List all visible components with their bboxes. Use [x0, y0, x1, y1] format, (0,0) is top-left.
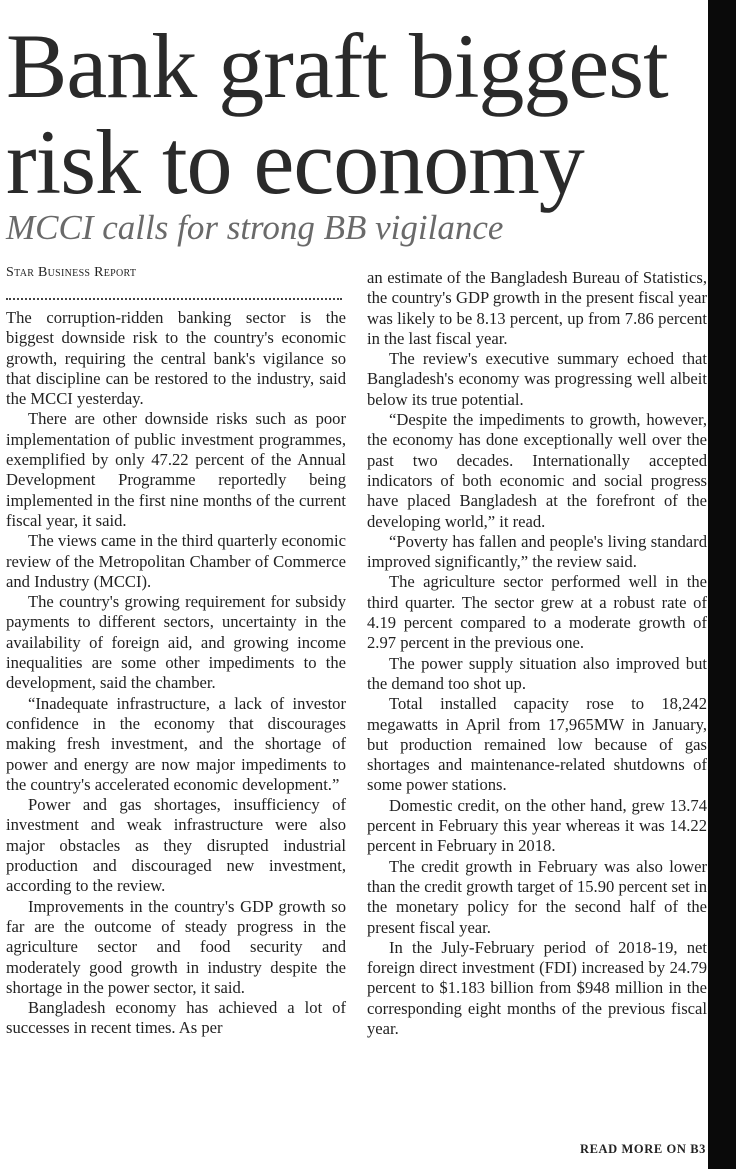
- byline: Star Business Report: [6, 265, 137, 280]
- paragraph: Total installed capacity rose to 18,242 megawatts in April from 17,965MW in January, but production remained low because of gas shortages and maintenance-related shutdowns of some power stations.: [367, 694, 707, 795]
- paragraph: Domestic credit, on the other hand, grew 13.74 percent in February this year whereas it was 14.22 percent in February in 2018.: [367, 795, 707, 856]
- article-column-left: [6, 262, 346, 1039]
- headline-line-2: risk to economy: [6, 111, 584, 213]
- headline-line-1: Bank graft biggest: [6, 15, 668, 117]
- byline-divider: [6, 288, 342, 300]
- paragraph: The views came in the third quarterly economic review of the Metropolitan Chamber of Commerce and Industry (MCCI).: [6, 531, 346, 591]
- paragraph: The country's growing requirement for subsidy payments to different sectors, uncertainty in the availability of foreign aid, and growing income inequalities are some other impediments to the development, said the chamber.: [6, 592, 346, 693]
- paragraph: an estimate of the Bangladesh Bureau of Statistics, the country's GDP growth in the present fiscal year was likely to be 8.13 percent, up from 7.86 percent in the last fiscal year.: [367, 268, 707, 348]
- paragraph: The power supply situation also improved but the demand too shot up.: [367, 653, 707, 693]
- paragraph: In the July-February period of 2018-19, net foreign direct investment (FDI) increased by 24.79 percent to $1.183 billion from $948 million in the corresponding eight months of the previous fiscal year.: [367, 937, 707, 1038]
- paragraph: There are other downside risks such as poor implementation of public investment programmes, exemplified by only 47.22 percent of the Annual Development Programme reportedly being implemented in the first nine months of the current fiscal year, it said.: [6, 409, 346, 530]
- paragraph: The corruption-ridden banking sector is the biggest downside risk to the country's economic growth, requiring the central bank's vigilance so that discipline can be restored to the industry, said the MCCI yesterday.: [6, 308, 346, 409]
- paragraph: Improvements in the country's GDP growth so far are the outcome of steady progress in the agriculture sector and food security and moderately good growth in industry despite the shortage in the power sector, it said.: [6, 896, 346, 997]
- read-more-link: READ MORE ON B3: [579, 1142, 706, 1156]
- paragraph: “Poverty has fallen and people's living standard improved significantly,” the review said.: [367, 531, 707, 572]
- paragraph: The review's executive summary echoed that Bangladesh's economy was progressing well albeit below its true potential.: [367, 349, 707, 409]
- paragraph: Bangladesh economy has achieved a lot of successes in recent times. As per: [6, 998, 346, 1038]
- paragraph: The agriculture sector performed well in the third quarter. The sector grew at a robust rate of 4.19 percent compared to a moderate growth of 2.97 percent in the previous one.: [367, 572, 707, 653]
- paragraph: The credit growth in February was also lower than the credit growth target of 15.90 percent set in the monetary policy for the second half of the present fiscal year.: [367, 856, 707, 937]
- paragraph: “Despite the impediments to growth, however, the economy has done exceptionally well over the past two decades. Internationally accepted indicators of both economic and social progress have placed Bangladesh at the forefront of the developing world,” it read.: [367, 410, 707, 531]
- subheadline: MCCI calls for strong BB vigilance: [6, 208, 504, 247]
- article-column-right: [367, 268, 707, 1039]
- page-edge-shadow: [708, 0, 736, 1169]
- headline: [6, 15, 710, 213]
- paragraph: Power and gas shortages, insufficiency of investment and weak infrastructure were also major obstacles as they disrupted industrial production and discouraged new investment, according to the review.: [6, 795, 346, 896]
- paragraph: “Inadequate infrastructure, a lack of investor confidence in the economy that discourages making fresh investment, and the shortage of power and energy are now major impediments to the country's accelerated economic development.”: [6, 693, 346, 794]
